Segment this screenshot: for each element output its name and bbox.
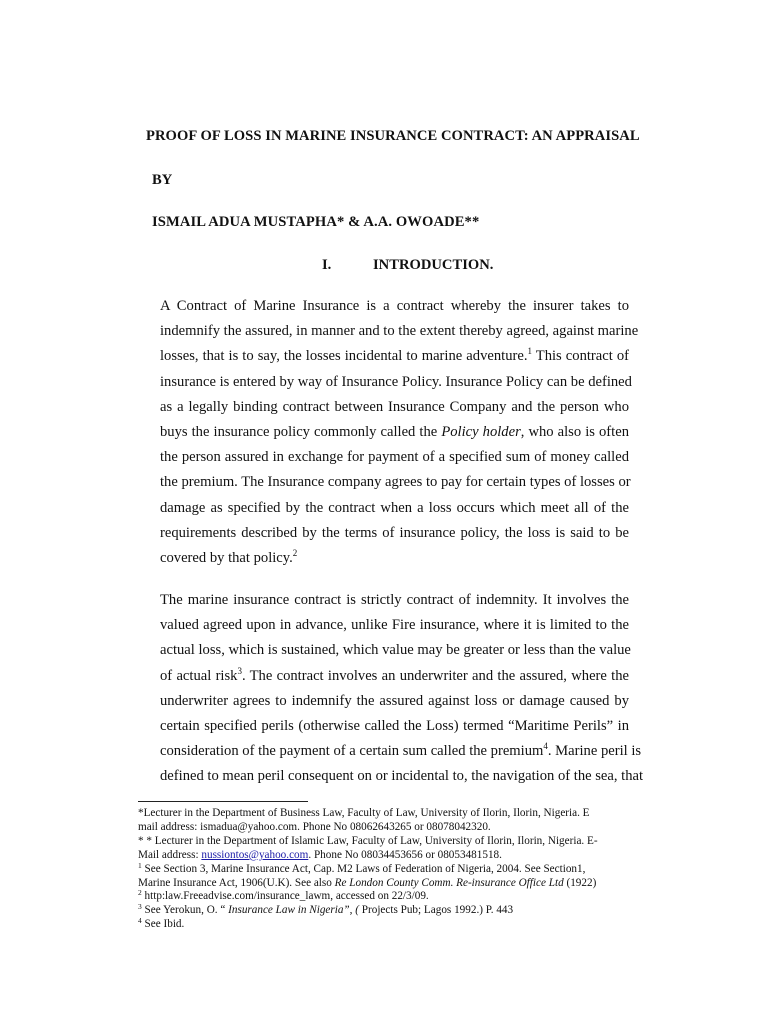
text-line: certain specified perils (otherwise called the Loss) termed “Maritime Perils” in [160, 717, 629, 734]
footnote-line [138, 849, 630, 863]
section-number: I. [322, 257, 332, 273]
footnote-number: 4 [138, 916, 142, 926]
text-line [160, 344, 629, 369]
text-run: See Ibid. [141, 918, 185, 931]
text-line: underwriter agrees to indemnify the assured against loss or damage caused by [160, 692, 629, 709]
text-line: actual loss, which is sustained, which value may be greater or less than the value [160, 642, 631, 659]
paragraph-2 [160, 588, 644, 790]
text-line [160, 546, 629, 571]
section-heading [322, 257, 493, 274]
footnote-line [138, 821, 630, 835]
footnote-line [138, 918, 630, 932]
text-line: defined to mean peril consequent on or incidental to, the navigation of the sea, that [160, 768, 644, 785]
footnote-number: 1 [138, 860, 142, 870]
text-run: See Section 3, Marine Insurance Act, Cap. M2 Laws of Federation of Nigeria, 2004. See Section1, [141, 862, 586, 875]
text-line: insurance is entered by way of Insurance Policy. Insurance Policy can be defined [160, 373, 632, 390]
text-line: requirements described by the terms of insurance policy, the loss is said to be [160, 524, 629, 541]
italic-run: Re London County Comm. Re-insurance Office Ltd [334, 876, 564, 889]
text-run: See Yerokun, O. “ [141, 904, 229, 917]
footnote-line [138, 890, 630, 904]
footnote-ref: 2 [292, 547, 298, 558]
text-run: . Marine peril is [547, 743, 642, 760]
author-names: ISMAIL ADUA MUSTAPHA* & A.A. OWOADE** [152, 214, 480, 230]
email-link[interactable]: nussiontos@yahoo.com [201, 848, 309, 861]
text-line: The marine insurance contract is strictly contract of indemnity. It involves the [160, 592, 629, 608]
footnotes [138, 807, 630, 932]
text-line [160, 664, 629, 689]
text-run: (1922) [563, 876, 597, 889]
footnote-line [138, 835, 630, 849]
text-line: valued agreed upon in advance, unlike Fire insurance, where it is limited to the [160, 617, 629, 634]
footnote-number: 2 [138, 888, 142, 898]
text-run: Projects Pub; Lagos 1992.) P. 443 [358, 904, 514, 917]
text-run: losses, that is to say, the losses incidental to marine adventure. [160, 348, 528, 365]
text-run: . Phone No 08034453656 or 08053481518. [308, 848, 502, 861]
byline-label: BY [152, 172, 173, 188]
paper-title: PROOF OF LOSS IN MARINE INSURANCE CONTRACT: AN APPRAISAL [146, 128, 640, 144]
text-run: consideration of the payment of a certain sum called the premium [160, 743, 544, 760]
italic-run: Insurance Law in Nigeria”, ( [228, 904, 359, 917]
text-run: mail address: ismadua@yahoo.com. Phone No 08062643265 or 08078042320. [138, 820, 491, 833]
footnote-ref: 4 [543, 741, 548, 752]
text-line: indemnify the assured, in manner and to the extent thereby agreed, against marine [160, 323, 639, 340]
text-run: buys the insurance policy commonly called the [160, 423, 442, 440]
footnote-line [138, 807, 630, 821]
text-run: . The contract involves an underwriter and the assured, where the [241, 667, 629, 684]
text-run: *Lecturer in the Department of Business Law, Faculty of Law, University of Ilorin, Ilorin, Nigeria. E [138, 807, 590, 819]
text-run: * * Lecturer in the Department of Islamic Law, Faculty of Law, University of Ilorin, Ilorin, Nigeria. E- [138, 834, 598, 847]
text-run: Mail address: [138, 848, 202, 861]
text-line: the person assured in exchange for payment of a specified sum of money called [160, 449, 629, 466]
text-line: as a legally binding contract between Insurance Company and the person who [160, 398, 629, 415]
text-run: http:law.Freeadvise.com/insurance_lawm, accessed on 22/3/09. [141, 890, 429, 903]
footnote-ref: 1 [527, 346, 532, 357]
footnote-line [138, 877, 630, 891]
text-run: This contract of [532, 348, 630, 365]
text-line [160, 739, 642, 764]
text-run: covered by that policy. [160, 549, 293, 566]
text-line: damage as specified by the contract when a loss occurs which meet all of the [160, 499, 629, 516]
footnote-line [138, 860, 630, 877]
italic-run: Policy holder [441, 423, 521, 440]
text-run: , who also is often [520, 423, 629, 440]
footnote-rule [138, 801, 308, 802]
section-title: INTRODUCTION. [373, 257, 494, 273]
text-line [160, 420, 629, 445]
text-run: Marine Insurance Act, 1906(U.K). See also [138, 876, 335, 889]
text-line: the premium. The Insurance company agrees to pay for certain types of losses or [160, 474, 631, 491]
paragraph-1 [160, 294, 639, 571]
footnote-ref: 3 [237, 665, 242, 676]
footnote-number: 3 [138, 902, 142, 912]
text-line: A Contract of Marine Insurance is a contract whereby the insurer takes to [160, 298, 629, 314]
text-run: of actual risk [160, 667, 238, 684]
footnote-line [138, 904, 630, 918]
